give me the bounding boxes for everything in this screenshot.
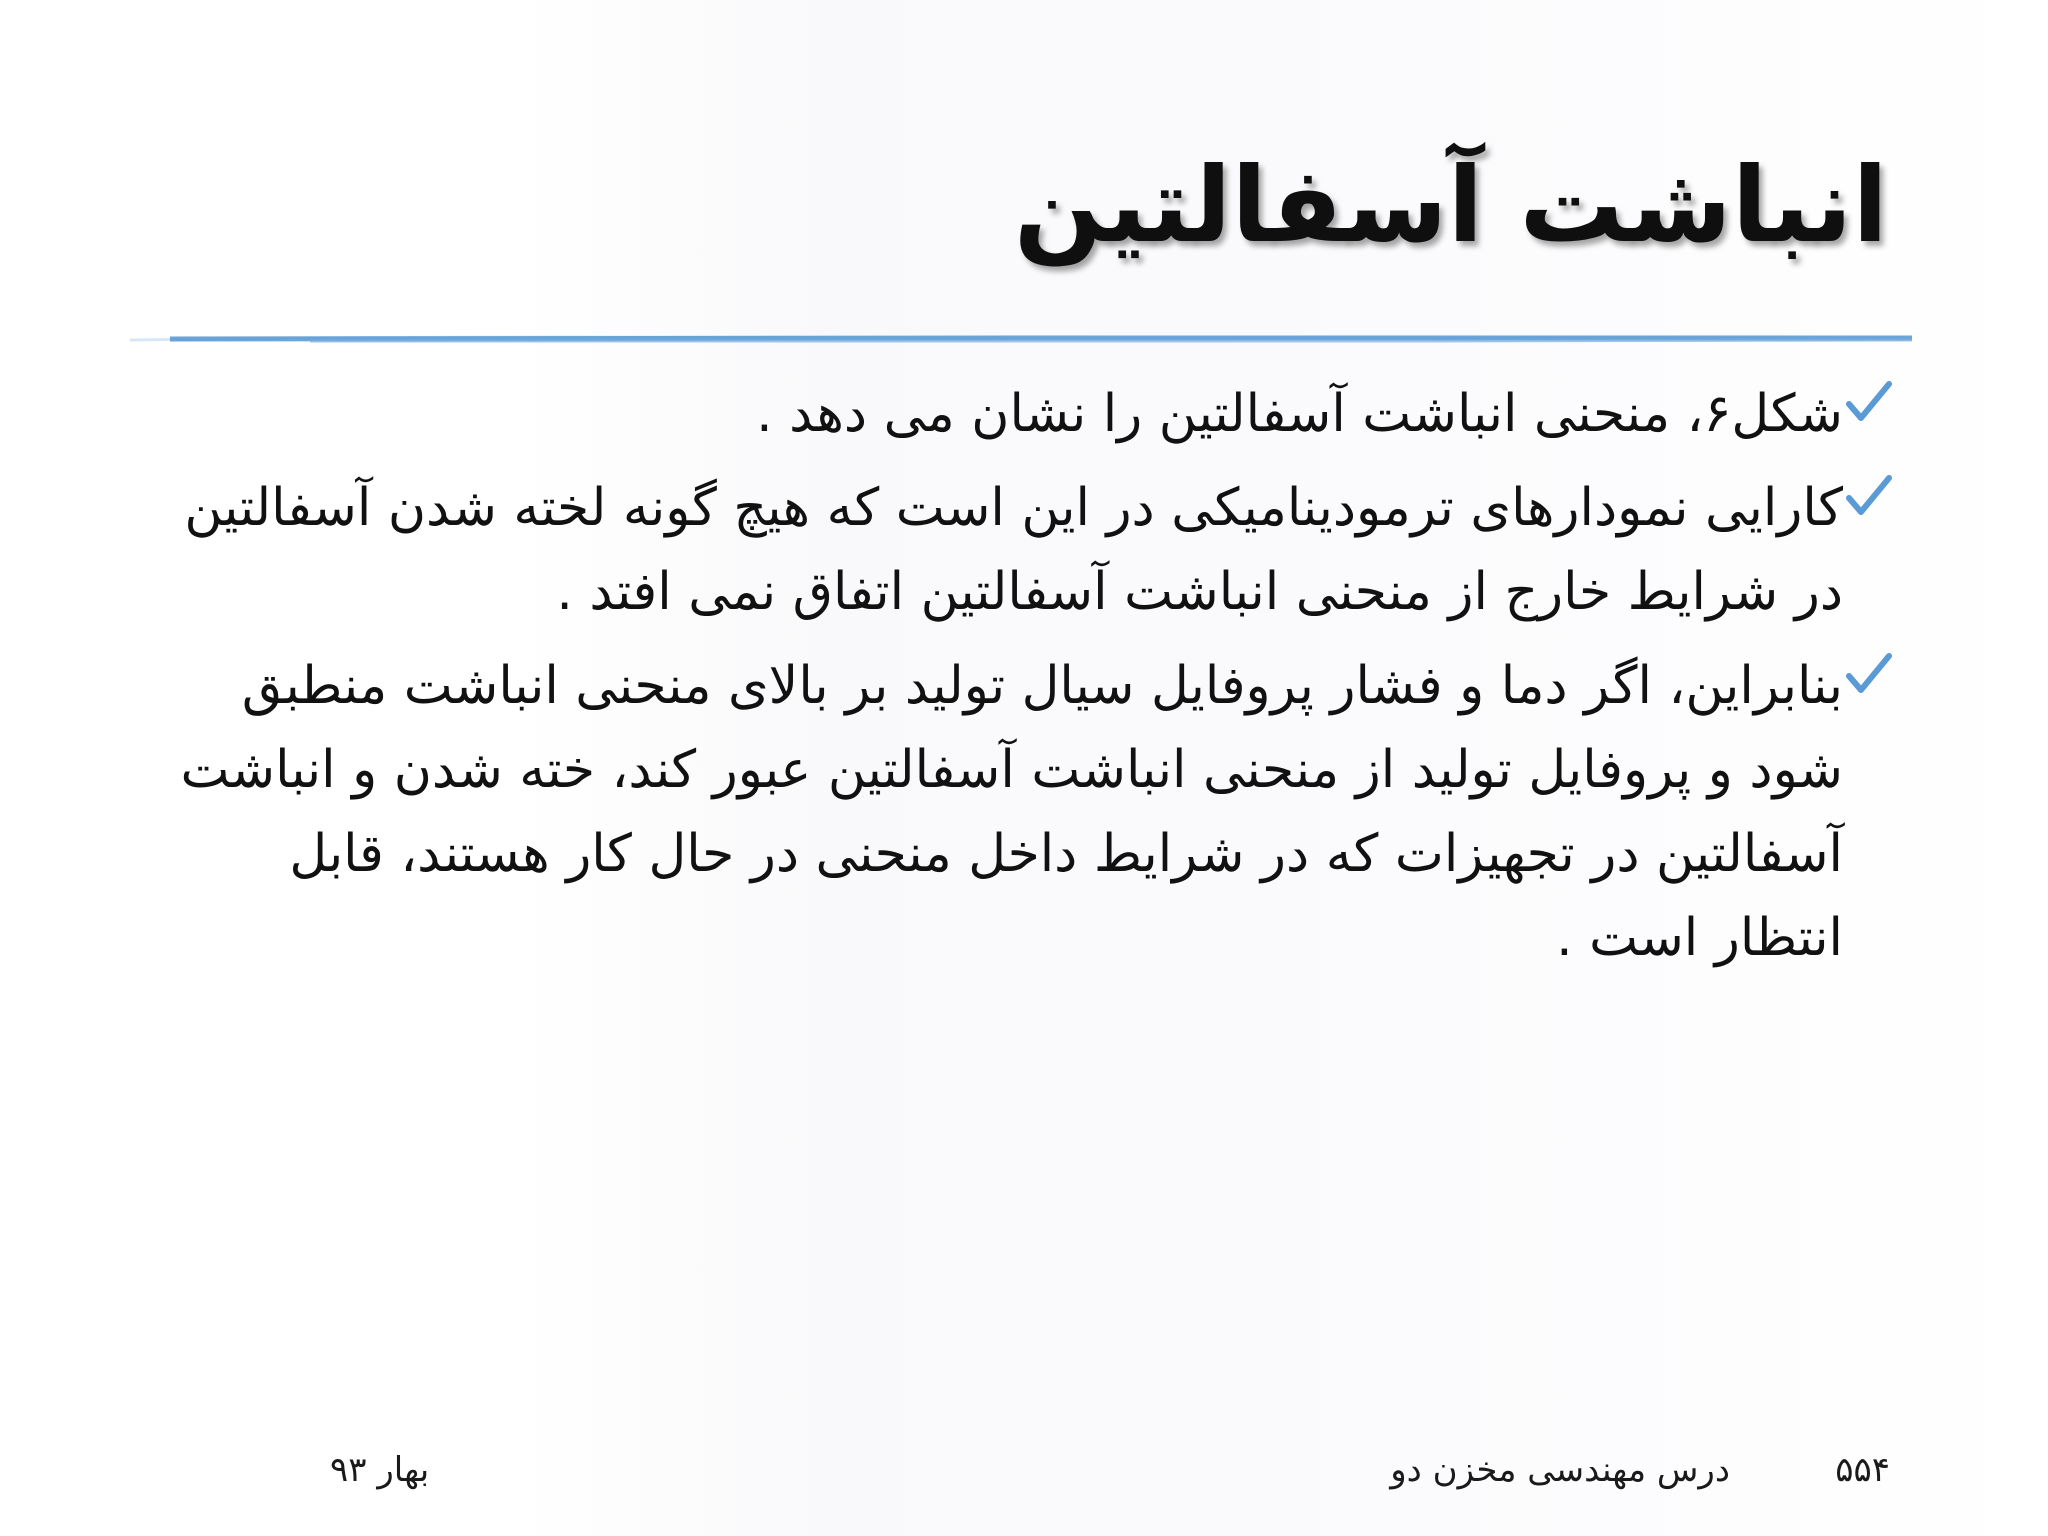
bullet-item-1 xyxy=(153,372,1843,456)
bullet-text: شکل۶، منحنی انباشت آسفالتین را نشان می دهد . xyxy=(756,384,1843,444)
footer-date: بهار ۹۳ xyxy=(330,1450,430,1490)
bullet-item-3 xyxy=(153,644,1843,980)
bullet-text: کارایی نمودارهای ترمودینامیکی در این است که هیچ گونه لخته شدن آسفالتین در شرایط خارج از منحنی انباشت آسفالتین اتفاق نمی افتد . xyxy=(184,478,1843,622)
checkmark-icon xyxy=(1843,646,1895,706)
title-divider xyxy=(130,334,1912,344)
slide-title: انباشت آسفالتین xyxy=(1013,144,1888,266)
checkmark-icon xyxy=(1843,468,1895,528)
checkmark-icon xyxy=(1843,374,1895,434)
bullet-item-2 xyxy=(153,466,1843,634)
bullet-list xyxy=(153,372,1843,990)
footer-course-name: درس مهندسی مخزن دو xyxy=(1390,1450,1730,1490)
footer-page-number: ۵۵۴ xyxy=(1835,1450,1890,1490)
bullet-text: بنابراین، اگر دما و فشار پروفایل سیال تولید بر بالای منحنی انباشت منطبق شود و پروفایل تولید از منحنی انباشت آسفالتین عبور کند، خته شدن و انباشت آسفالتین در تجهیزات که در شرایط داخل منحنی در حال کار هستند، قابل انتظار است . xyxy=(180,656,1843,968)
